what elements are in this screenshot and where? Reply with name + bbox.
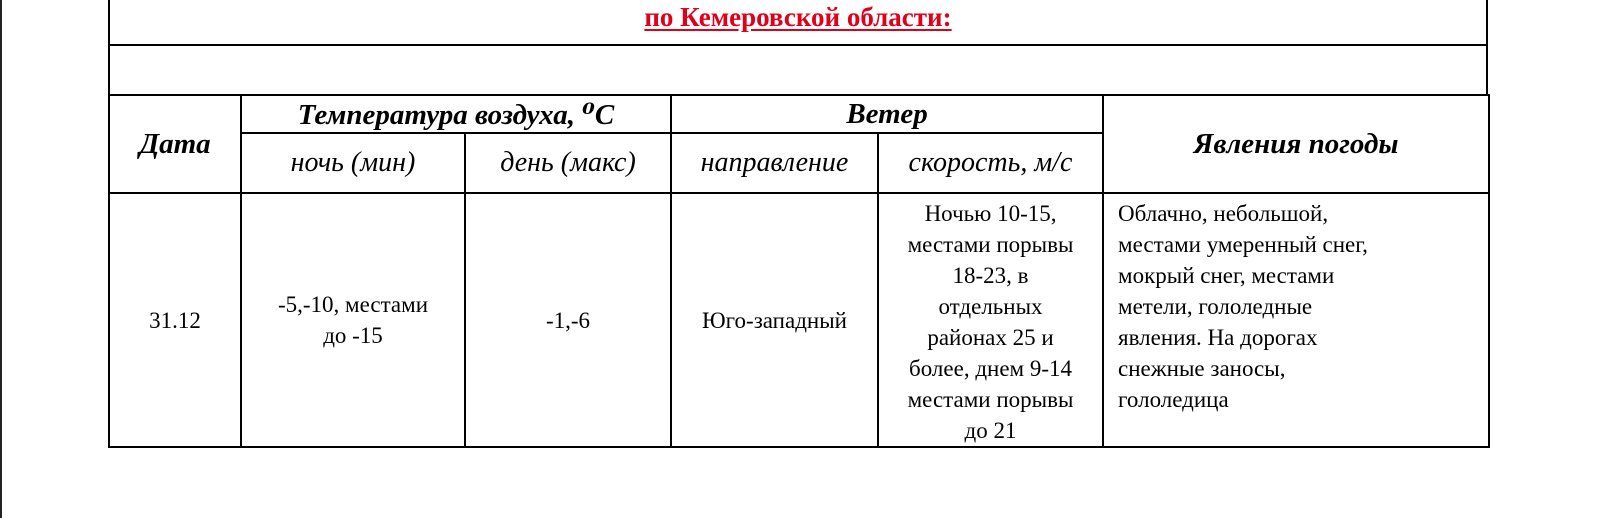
wind-speed-line: Ночью 10-15, bbox=[924, 201, 1057, 226]
forecast-table bbox=[108, 94, 1490, 448]
cell-date: 31.12 bbox=[109, 193, 241, 447]
header-wind-speed: скорость, м/с bbox=[878, 133, 1103, 193]
region-title: по Кемеровской области: bbox=[644, 2, 952, 32]
table-row bbox=[109, 193, 1489, 447]
header-temp-night: ночь (мин) bbox=[241, 133, 465, 193]
phenomena-line: снежные заносы, bbox=[1118, 356, 1286, 381]
header-phenomena: Явления погоды bbox=[1103, 95, 1489, 193]
cell-wind-speed bbox=[878, 193, 1103, 447]
wind-speed-line: районах 25 и bbox=[927, 325, 1054, 350]
phenomena-line: метели, гололедные bbox=[1118, 294, 1313, 319]
temp-night-line: до -15 bbox=[323, 323, 383, 348]
header-temp-day: день (макс) bbox=[465, 133, 671, 193]
empty-spacer-row bbox=[108, 46, 1488, 95]
header-wind-direction: направление bbox=[671, 133, 878, 193]
wind-speed-line: местами порывы bbox=[907, 232, 1074, 257]
header-temperature: Температура воздуха, ⁰С bbox=[241, 95, 671, 133]
title-row bbox=[108, 0, 1488, 46]
phenomena-line: гололедица bbox=[1118, 387, 1229, 412]
phenomena-line: явления. На дорогах bbox=[1118, 325, 1318, 350]
wind-speed-line: 18-23, в bbox=[952, 263, 1029, 288]
header-wind: Ветер bbox=[671, 95, 1103, 133]
cell-temp-day: -1,-6 bbox=[465, 193, 671, 447]
cell-wind-direction: Юго-западный bbox=[671, 193, 878, 447]
wind-speed-line: более, днем 9-14 bbox=[909, 356, 1073, 381]
temp-night-line: -5,-10, местами bbox=[277, 292, 429, 317]
phenomena-line: мокрый снег, местами bbox=[1118, 263, 1335, 288]
wind-speed-line: местами порывы bbox=[907, 387, 1074, 412]
page-left-edge bbox=[0, 0, 2, 518]
phenomena-line: Облачно, небольшой, bbox=[1118, 201, 1329, 226]
cell-temp-night bbox=[241, 193, 465, 447]
wind-speed-line: до 21 bbox=[964, 418, 1017, 443]
phenomena-line: местами умеренный снег, bbox=[1118, 232, 1368, 257]
header-date: Дата bbox=[109, 95, 241, 193]
wind-speed-line: отдельных bbox=[938, 294, 1043, 319]
cell-phenomena bbox=[1103, 193, 1489, 447]
header-row-top bbox=[109, 95, 1489, 133]
